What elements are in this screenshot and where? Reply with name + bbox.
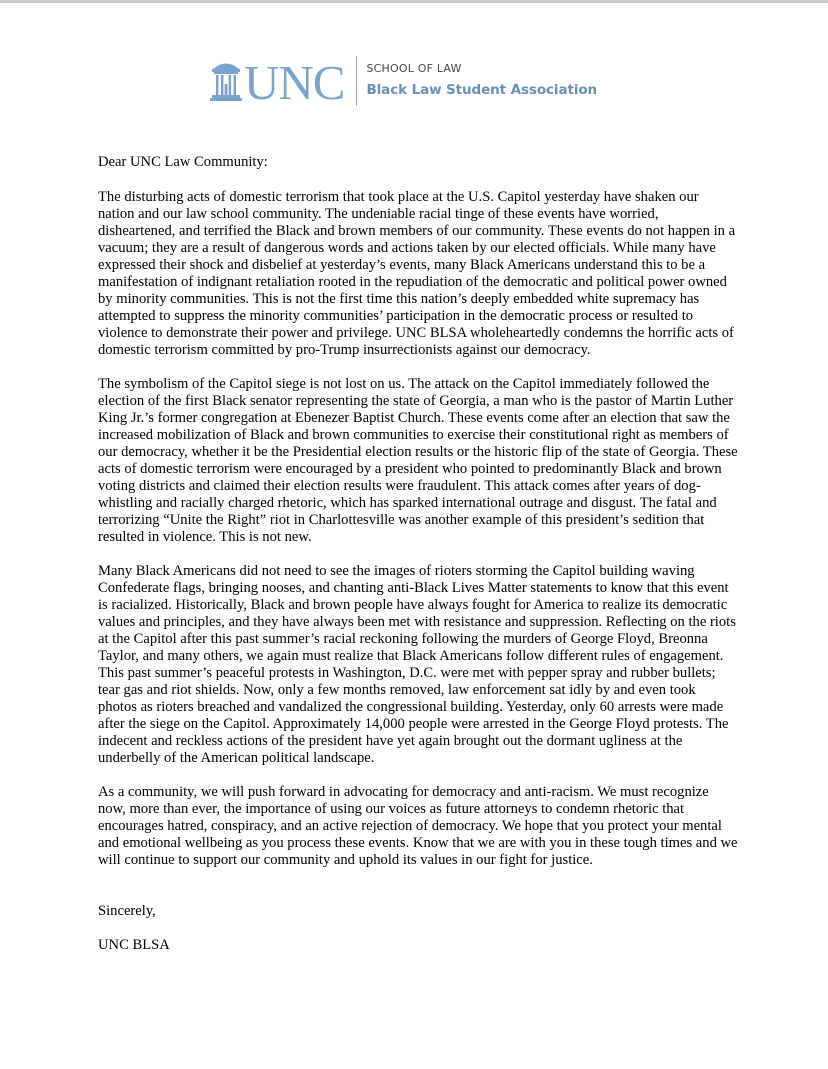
old-well-icon [209,60,243,102]
paragraph-4: As a community, we will push forward in advocating for democracy and anti-racism. We must recognize now, more than ever, the importance of using our voices as future attorneys to condemn rhetoric that encourages hatred, conspiracy, and an active rejection of democracy. We hope that you protect your mental and emotional wellbeing as you process these events. Know that we are with you in these tough times and we will continue to support our community and uphold its values in our fight for justice. [98,784,738,868]
school-name: SCHOOL OF LAW [366,62,462,75]
paragraph-2: The symbolism of the Capitol siege is not lost on us. The attack on the Capitol immediately followed the election of the first Black senator representing the state of Georgia, a man who is the pastor of Martin Luther King Jr.’s former congregation at Ebenezer Baptist Church. These events come after an election that saw the increased mobilization of Black and brown communities to exercise their constitutional right as members of our democracy, whether it be the Presidential election results or the historic flip of the state of Georgia. These acts of domestic terrorism were encouraged by a president who pointed to predominantly Black and brown voting districts and claimed their election results were fraudulent. This attack comes after years of dog-whistling and racially charged rhetoric, which has sparked international outrage and disgust. The fatal and terrorizing “Unite the Right” riot in Charlottesville was another example of this president’s sedition that resulted in violence. This is not new. [98,376,738,545]
paragraph-1: The disturbing acts of domestic terrorism that took place at the U.S. Capitol yesterday have shaken our nation and our law school community. The undeniable racial tinge of these events have worried, disheartened, and terrified the Black and brown members of our community. These events do not happen in a vacuum; they are a result of dangerous words and actions taken by our elected officials. While many have expressed their shock and disbelief at yesterday’s events, many Black Americans understand this to be a manifestation of indignant retaliation rooted in the repudiation of the democratic and political power owned by minority communities. This is not the first time this nation’s deeply embedded white supremacy has attempted to suppress the minority communities’ participation in the democratic process or resulted to violence to demonstrate their power and privilege. UNC BLSA wholeheartedly condemns the horrific acts of domestic terrorism committed by pro-Trump insurrectionists against our democracy. [98,189,736,358]
unc-wordmark: UNC [244,55,345,110]
association-name: Black Law Student Association [366,82,598,98]
signature: UNC BLSA [98,937,170,953]
salutation: Dear UNC Law Community: [98,154,268,170]
letterhead [209,55,598,110]
org-name-block [366,62,597,100]
closing: Sincerely, [98,903,156,919]
paragraph-3: Many Black Americans did not need to see the images of rioters storming the Capitol building waving Confederate flags, bringing nooses, and chanting anti-Black Lives Matter statements to know that this event is racialized. Historically, Black and brown people have always fought for America to realize its democratic values and principles, and they have always been met with resistance and suppression. Reflecting on the riots at the Capitol after this past summer’s racial reckoning following the murders of George Floyd, Breonna Taylor, and many others, we again must realize that Black Americans follow different rules of engagement. This past summer’s peaceful protests in Washington, D.C. were met with pepper spray and rubber bullets; tear gas and riot shields. Now, only a few months removed, law enforcement sat idly by and even took photos as rioters breached and vandalized the congressional building. Yesterday, only 60 arrests were made after the siege on the Capitol. Approximately 14,000 people were arrested in the George Floyd protests. The indecent and reckless actions of the president have yet again brought out the dormant ugliness at the underbelly of the American political landscape. [98,563,736,766]
page-top-border [0,0,828,3]
letterhead-divider [356,56,357,106]
letter-body [98,154,738,954]
